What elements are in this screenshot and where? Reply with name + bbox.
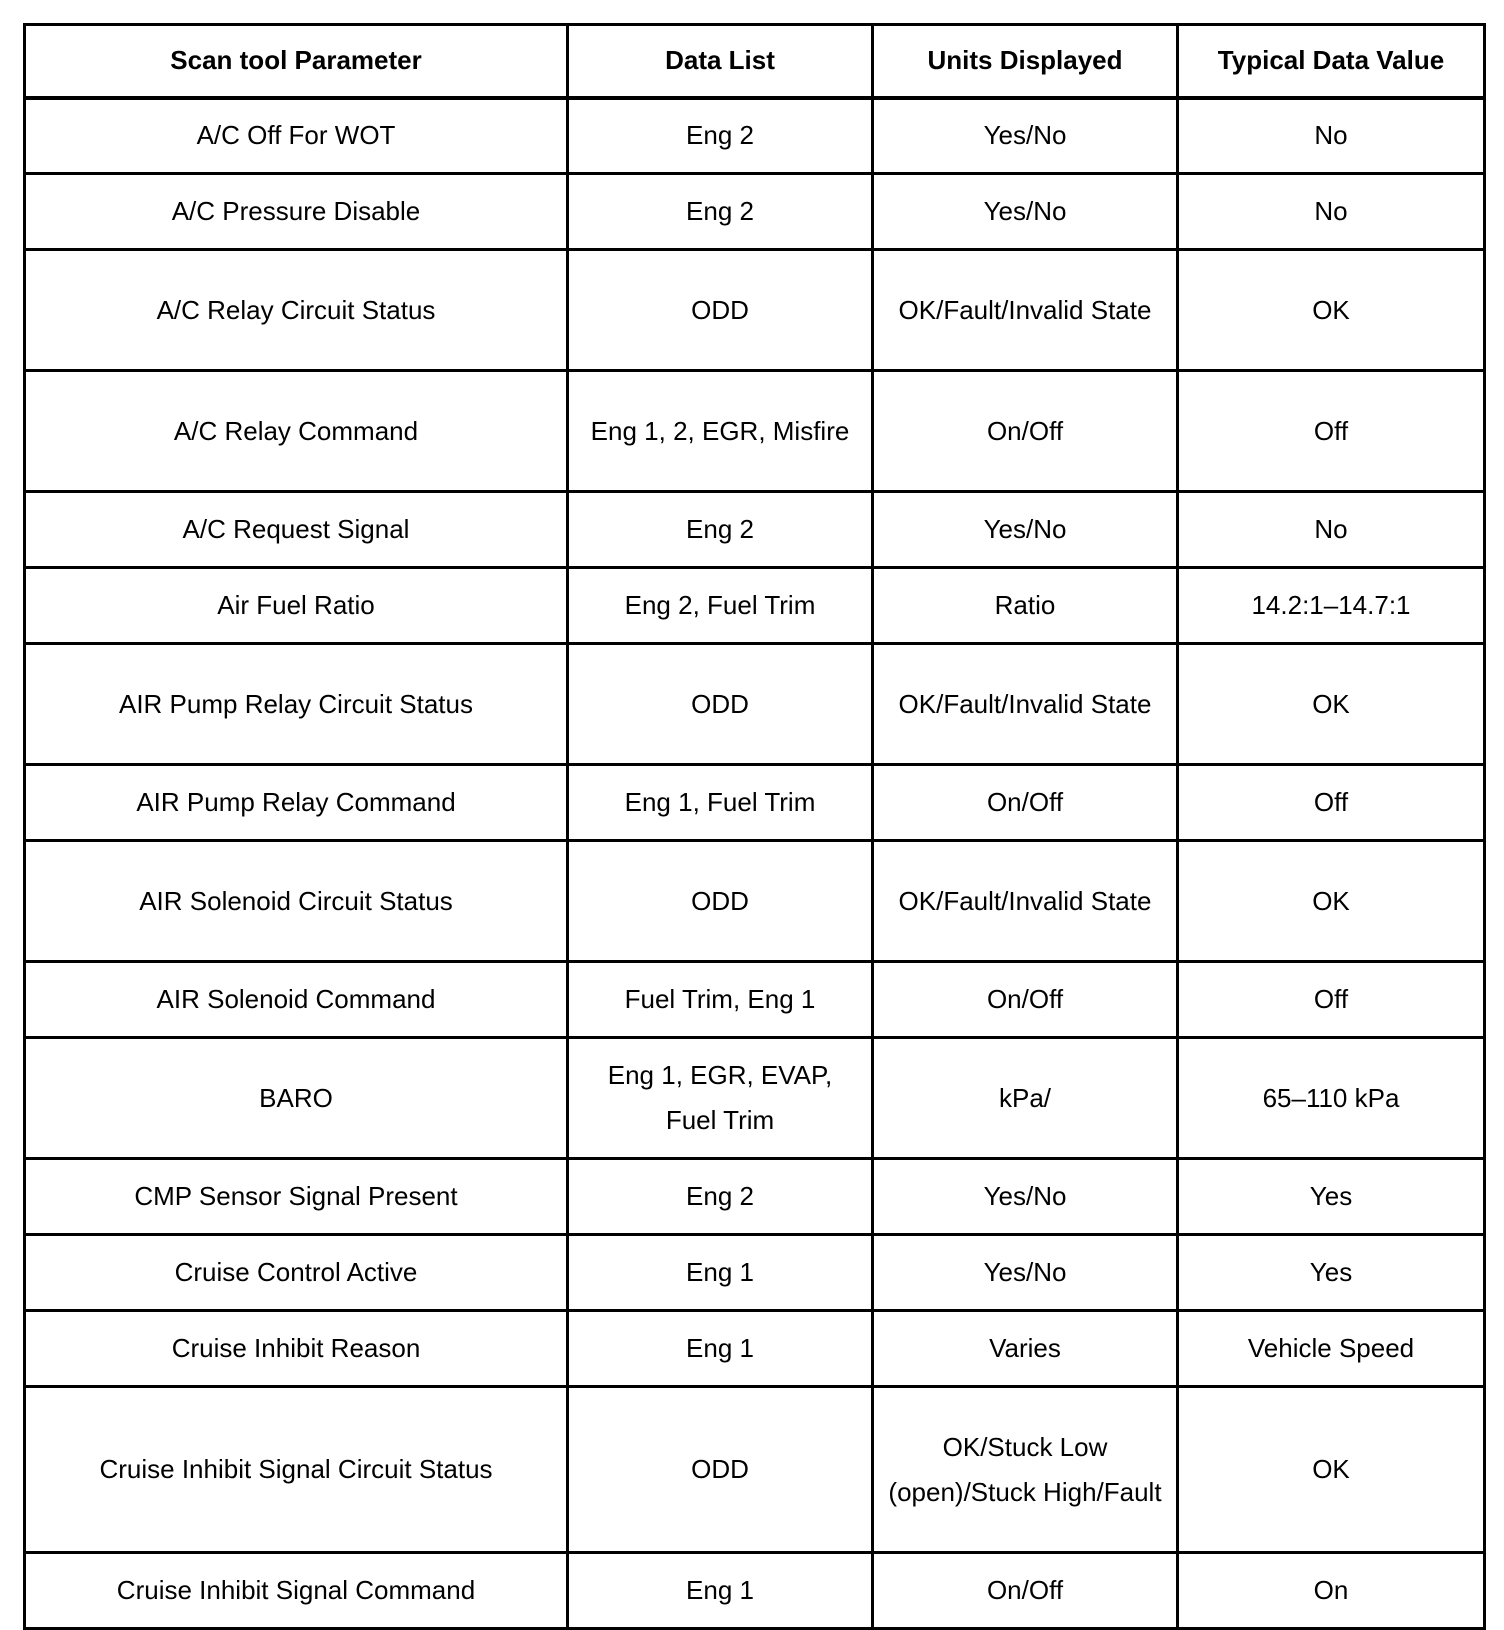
table-row bbox=[25, 1311, 1485, 1387]
cell-parameter: A/C Relay Command bbox=[25, 371, 568, 492]
cell-units: Yes/No bbox=[873, 1159, 1178, 1235]
cell-typical-value: On bbox=[1178, 1553, 1485, 1629]
cell-data-list: Eng 1, EGR, EVAP, Fuel Trim bbox=[568, 1038, 873, 1159]
cell-data-list: Eng 1 bbox=[568, 1311, 873, 1387]
cell-parameter: AIR Solenoid Circuit Status bbox=[25, 841, 568, 962]
cell-typical-value: OK bbox=[1178, 841, 1485, 962]
table-row bbox=[25, 765, 1485, 841]
cell-data-list: Eng 2, Fuel Trim bbox=[568, 568, 873, 644]
table-row bbox=[25, 492, 1485, 568]
cell-parameter: Air Fuel Ratio bbox=[25, 568, 568, 644]
cell-typical-value: 14.2:1–14.7:1 bbox=[1178, 568, 1485, 644]
cell-data-list: Eng 1, Fuel Trim bbox=[568, 765, 873, 841]
cell-parameter: A/C Relay Circuit Status bbox=[25, 250, 568, 371]
cell-parameter: AIR Pump Relay Circuit Status bbox=[25, 644, 568, 765]
cell-data-list: Eng 2 bbox=[568, 492, 873, 568]
cell-typical-value: Off bbox=[1178, 371, 1485, 492]
table-row bbox=[25, 1038, 1485, 1159]
cell-parameter: Cruise Inhibit Signal Command bbox=[25, 1553, 568, 1629]
cell-units: On/Off bbox=[873, 371, 1178, 492]
cell-units: Yes/No bbox=[873, 1235, 1178, 1311]
cell-data-list: Eng 1 bbox=[568, 1553, 873, 1629]
cell-parameter: Cruise Control Active bbox=[25, 1235, 568, 1311]
cell-parameter: Cruise Inhibit Reason bbox=[25, 1311, 568, 1387]
cell-typical-value: OK bbox=[1178, 644, 1485, 765]
cell-data-list: Eng 1 bbox=[568, 1235, 873, 1311]
cell-data-list: ODD bbox=[568, 1387, 873, 1553]
table-row bbox=[25, 1159, 1485, 1235]
cell-parameter: AIR Pump Relay Command bbox=[25, 765, 568, 841]
cell-typical-value: Off bbox=[1178, 765, 1485, 841]
header-data-list: Data List bbox=[568, 25, 873, 98]
cell-data-list: Eng 1, 2, EGR, Misfire bbox=[568, 371, 873, 492]
cell-parameter: CMP Sensor Signal Present bbox=[25, 1159, 568, 1235]
cell-data-list: ODD bbox=[568, 250, 873, 371]
cell-typical-value: Off bbox=[1178, 962, 1485, 1038]
cell-parameter: Cruise Inhibit Signal Circuit Status bbox=[25, 1387, 568, 1553]
cell-typical-value: 65–110 kPa bbox=[1178, 1038, 1485, 1159]
header-units-displayed: Units Displayed bbox=[873, 25, 1178, 98]
header-typical-data-value: Typical Data Value bbox=[1178, 25, 1485, 98]
table-row bbox=[25, 371, 1485, 492]
table-row bbox=[25, 644, 1485, 765]
table-row bbox=[25, 250, 1485, 371]
table-header-row bbox=[25, 25, 1485, 98]
cell-typical-value: OK bbox=[1178, 1387, 1485, 1553]
scan-tool-data-sheet bbox=[23, 23, 1483, 1630]
cell-units: OK/Fault/Invalid State bbox=[873, 841, 1178, 962]
table-row bbox=[25, 568, 1485, 644]
scan-tool-data-table bbox=[23, 23, 1486, 1630]
cell-units: Ratio bbox=[873, 568, 1178, 644]
cell-data-list: Eng 2 bbox=[568, 174, 873, 250]
cell-units: On/Off bbox=[873, 1553, 1178, 1629]
cell-data-list: Fuel Trim, Eng 1 bbox=[568, 962, 873, 1038]
cell-typical-value: No bbox=[1178, 492, 1485, 568]
cell-typical-value: Vehicle Speed bbox=[1178, 1311, 1485, 1387]
cell-data-list: Eng 2 bbox=[568, 98, 873, 174]
table-row bbox=[25, 962, 1485, 1038]
cell-parameter: A/C Request Signal bbox=[25, 492, 568, 568]
cell-parameter: A/C Off For WOT bbox=[25, 98, 568, 174]
cell-typical-value: Yes bbox=[1178, 1235, 1485, 1311]
cell-units: Yes/No bbox=[873, 98, 1178, 174]
table-row bbox=[25, 1387, 1485, 1553]
table-row bbox=[25, 98, 1485, 174]
table-row bbox=[25, 1235, 1485, 1311]
cell-units: OK/Stuck Low (open)/Stuck High/Fault bbox=[873, 1387, 1178, 1553]
cell-units: OK/Fault/Invalid State bbox=[873, 250, 1178, 371]
table-row bbox=[25, 174, 1485, 250]
table-row bbox=[25, 841, 1485, 962]
cell-units: kPa/ bbox=[873, 1038, 1178, 1159]
table-row bbox=[25, 1553, 1485, 1629]
cell-data-list: ODD bbox=[568, 841, 873, 962]
cell-units: On/Off bbox=[873, 765, 1178, 841]
cell-parameter: BARO bbox=[25, 1038, 568, 1159]
cell-units: OK/Fault/Invalid State bbox=[873, 644, 1178, 765]
cell-parameter: A/C Pressure Disable bbox=[25, 174, 568, 250]
cell-typical-value: OK bbox=[1178, 250, 1485, 371]
cell-data-list: Eng 2 bbox=[568, 1159, 873, 1235]
cell-typical-value: No bbox=[1178, 174, 1485, 250]
cell-typical-value: No bbox=[1178, 98, 1485, 174]
cell-units: Yes/No bbox=[873, 492, 1178, 568]
cell-parameter: AIR Solenoid Command bbox=[25, 962, 568, 1038]
header-scan-tool-parameter: Scan tool Parameter bbox=[25, 25, 568, 98]
cell-data-list: ODD bbox=[568, 644, 873, 765]
cell-units: Varies bbox=[873, 1311, 1178, 1387]
cell-typical-value: Yes bbox=[1178, 1159, 1485, 1235]
cell-units: Yes/No bbox=[873, 174, 1178, 250]
cell-units: On/Off bbox=[873, 962, 1178, 1038]
